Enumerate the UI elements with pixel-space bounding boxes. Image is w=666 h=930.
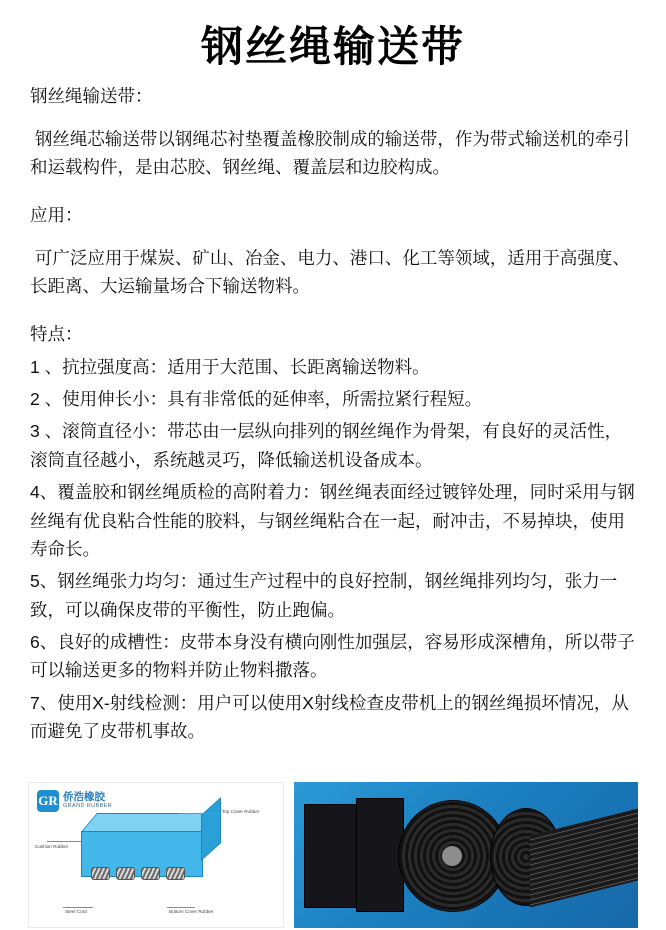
spacer [30, 304, 636, 320]
steel-cord-icon [166, 867, 185, 880]
steel-cord-icon [141, 867, 160, 880]
belt-roll-slab [304, 804, 362, 908]
brand-name-en: GRAND RUBBER [63, 803, 113, 810]
spacer [30, 234, 636, 244]
belt-structure-diagram [28, 782, 284, 928]
page-title: 钢丝绳输送带 [200, 23, 465, 70]
label-bottom-cover: Bottom Cover Rubber [169, 909, 214, 914]
product-photo [294, 782, 638, 928]
leader-line [63, 907, 93, 908]
section-heading-application: 应用： [30, 205, 83, 226]
section-paragraph-application: 可广泛应用于煤炭、矿山、冶金、电力、港口、化工等领域，适用于高强度、长距离、大运输量场合下输送物料。 [30, 247, 630, 297]
label-cushion-rubber: Cushion Rubber [35, 844, 69, 849]
spacer [30, 115, 636, 125]
label-steel-cord: Steel Cord [65, 909, 87, 914]
steel-cord-icon [116, 867, 135, 880]
belt-roll-slab [356, 798, 404, 912]
leader-line [47, 841, 81, 842]
feature-item-2: 2 、使用伸长小：具有非常低的延伸率，所需拉紧行程短。 [30, 389, 483, 410]
leader-line [167, 907, 195, 908]
label-top-cover: Top Cover Rubber [222, 809, 260, 814]
feature-item-3: 3 、滚筒直径小：带芯由一层纵向排列的钢丝绳作为骨架，有良好的灵活性，滚筒直径越小，系统越灵巧，降低输送机设备成本。 [30, 421, 623, 470]
feature-item-7: 7、使用X-射线检测：用户可以使用X射线检查皮带机上的钢丝绳损坏情况，从而避免了皮带机事故。 [30, 692, 629, 741]
feature-item-5: 5、钢丝绳张力均匀：通过生产过程中的良好控制，钢丝绳排列均匀，张力一致，可以确保皮带的平衡性，防止跑偏。 [30, 571, 618, 620]
section-heading-features: 特点： [30, 324, 83, 345]
leader-line [179, 813, 221, 814]
belt-roll-core [442, 846, 462, 866]
figure-row [0, 782, 666, 930]
belt-top-face [81, 813, 219, 832]
feature-item-4: 4、覆盖胶和钢丝绳质检的高附着力：钢丝绳表面经过镀锌处理，同时采用与钢丝绳有优良粘合性能的胶料，与钢丝绳粘合在一起，耐冲击，不易掉块，使用寿命长。 [30, 482, 635, 559]
spacer [30, 185, 636, 201]
feature-item-1: 1 、抗拉强度高：适用于大范围、长距离输送物料。 [30, 356, 430, 377]
brand-logo [37, 790, 112, 812]
feature-item-6: 6、良好的成槽性：皮带本身没有横向刚性加强层，容易形成深槽角，所以带子可以输送更多的物料并防止物料撒落。 [30, 631, 635, 681]
document-body [0, 82, 666, 745]
steel-cord-icon [91, 867, 110, 880]
section-heading-intro: 钢丝绳输送带： [30, 86, 153, 107]
section-paragraph-intro: 钢丝绳芯输送带以钢绳芯衬垫覆盖橡胶制成的输送带，作为带式输送机的牵引和运载构件，是由芯胶、钢丝绳、覆盖层和边胶构成。 [30, 128, 630, 178]
brand-name-cn: 侨浩橡胶 [63, 791, 105, 804]
belt-side-face [201, 797, 221, 861]
logo-mark-icon: GR [37, 790, 59, 812]
